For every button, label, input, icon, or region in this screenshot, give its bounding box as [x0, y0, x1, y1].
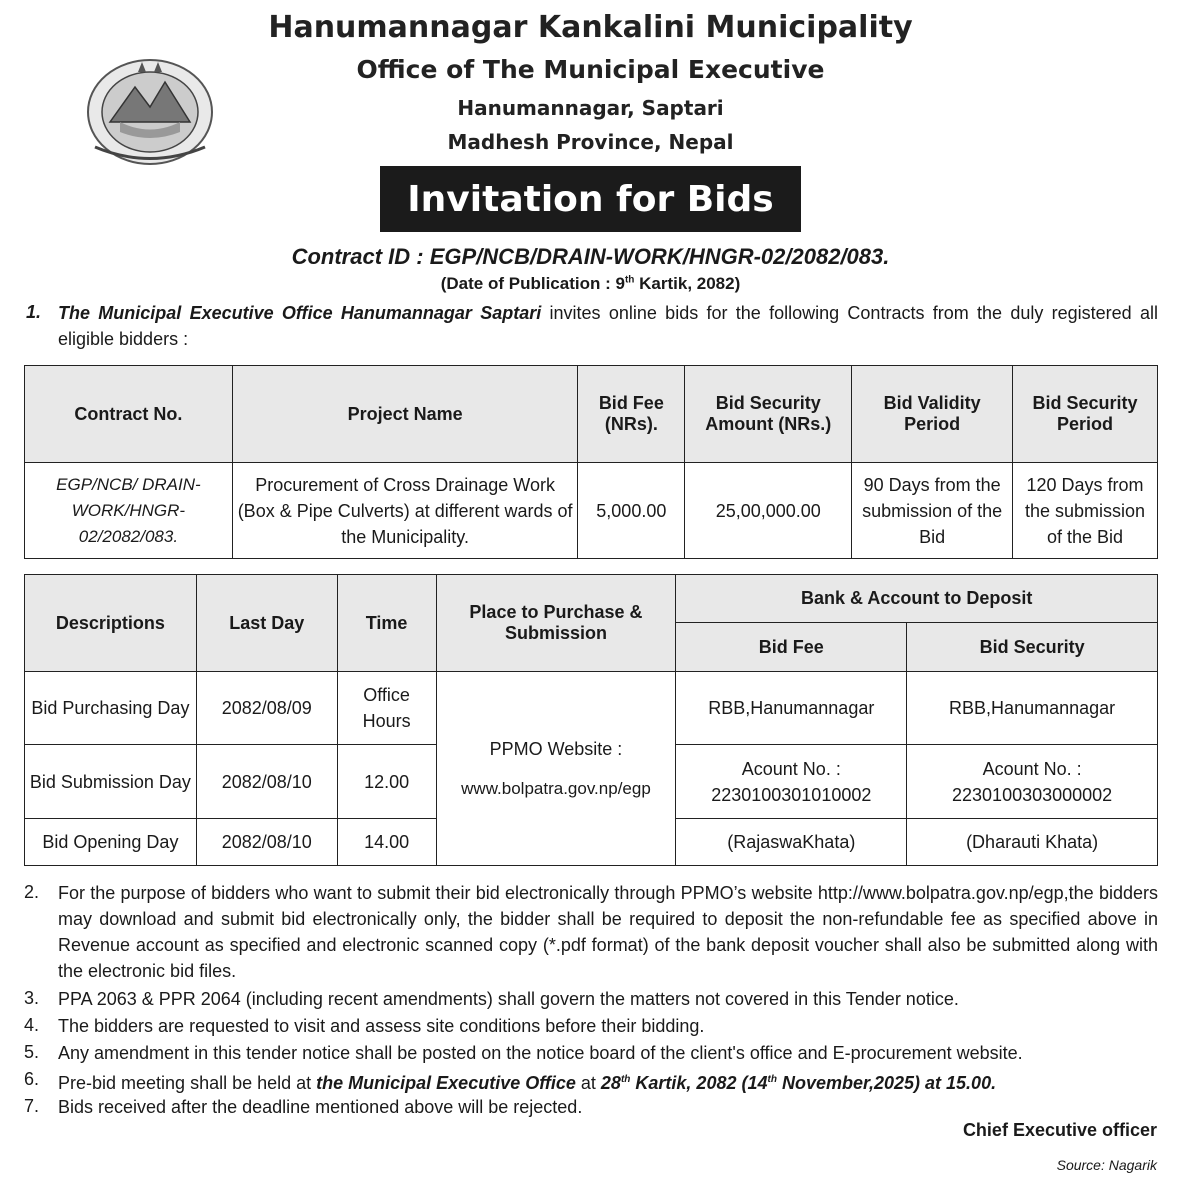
row-time: 14.00	[337, 819, 436, 866]
row-day: 2082/08/10	[196, 819, 337, 866]
contract-id-value: EGP/NCB/DRAIN-WORK/HNGR-02/2082/083.	[429, 244, 890, 269]
row-security-khata: (Dharauti Khata)	[907, 819, 1158, 866]
row-fee-khata: (RajaswaKhata)	[676, 819, 907, 866]
row-day: 2082/08/10	[196, 745, 337, 819]
row-desc: Bid Submission Day	[25, 745, 197, 819]
item-number: 2.	[24, 882, 40, 902]
row-desc: Bid Opening Day	[25, 819, 197, 866]
row-fee-account: Acount No. : 2230100301010002	[676, 745, 907, 819]
row-day: 2082/08/09	[196, 672, 337, 745]
row-security-bank: RBB,Hanumannagar	[907, 672, 1158, 745]
item-5-text: Any amendment in this tender notice shall be posted on the notice board of the client's office and E-procurement website.	[58, 1043, 1023, 1063]
header-contract-no: Contract No.	[25, 366, 233, 463]
item-number: 6.	[24, 1069, 40, 1089]
contract-id-line: Contract ID : EGP/NCB/DRAIN-WORK/HNGR-02/2082/083.	[291, 244, 890, 269]
header-place: Place to Purchase & Submission	[436, 575, 676, 672]
row-security-account: Acount No. : 2230100303000002	[907, 745, 1158, 819]
header-bid-fee: Bid Fee (NRs).	[578, 366, 685, 463]
item-number: 1.	[26, 302, 42, 322]
item-number: 3.	[24, 988, 40, 1008]
cell-bid-validity: 90 Days from the submission of the Bid	[852, 463, 1013, 559]
contract-id-label: Contract ID	[291, 244, 411, 269]
header-bank-account: Bank & Account to Deposit	[676, 575, 1158, 623]
item-6-text: Pre-bid meeting shall be held at the Municipal Executive Office at 28th Kartik, 2082 (14th November,2025) at 15.00.	[58, 1073, 997, 1093]
item-7-text: Bids received after the deadline mentioned above will be rejected.	[58, 1097, 583, 1117]
office-name: Office of The Municipal Executive	[356, 55, 825, 84]
signatory: Chief Executive officer	[962, 1120, 1157, 1140]
municipality-name: Hanumannagar Kankalini Municipality	[268, 10, 913, 45]
schedule-table	[24, 574, 1158, 866]
row-time: Office Hours	[337, 672, 436, 745]
header-bank-bid-fee: Bid Fee	[676, 623, 907, 672]
cell-place: PPMO Website : www.bolpatra.gov.np/egp	[436, 672, 676, 866]
header-descriptions: Descriptions	[25, 575, 197, 672]
address-line-1: Hanumannagar, Saptari	[457, 96, 724, 120]
cell-bid-security-period: 120 Days from the submission of the Bid	[1013, 463, 1158, 559]
row-desc: Bid Purchasing Day	[25, 672, 197, 745]
item-2-text: For the purpose of bidders who want to submit their bid electronically through PPMO’s website http://www.bolpatra.gov.np/egp,the bidders may download and submit bid electronically only, the bidder shall be required to deposit the non-refundable fee as specified above in Revenue account as specified and electronic scanned copy (*.pdf format) of the bank deposit voucher shall also be submitted along with the electronic bid files.	[58, 883, 1158, 981]
header-bank-bid-security: Bid Security	[907, 623, 1158, 672]
header-time: Time	[337, 575, 436, 672]
cell-project-name: Procurement of Cross Drainage Work (Box & Pipe Culverts) at different wards of the Municipality.	[232, 463, 578, 559]
item-4-text: The bidders are requested to visit and assess site conditions before their bidding.	[58, 1016, 705, 1036]
header-bid-validity: Bid Validity Period	[852, 366, 1013, 463]
website-url: www.bolpatra.gov.np/egp	[461, 778, 651, 798]
cell-bid-fee: 5,000.00	[578, 463, 685, 559]
item-number: 4.	[24, 1015, 40, 1035]
header-last-day: Last Day	[196, 575, 337, 672]
item-1-text: The Municipal Executive Office Hanumannagar Saptari invites online bids for the following Contracts from the duly registered all eligible bidders :	[58, 303, 1158, 349]
source-credit: Source: Nagarik	[1056, 1157, 1157, 1173]
row-fee-bank: RBB,Hanumannagar	[676, 672, 907, 745]
row-time: 12.00	[337, 745, 436, 819]
publication-date: (Date of Publication : 9th Kartik, 2082)	[440, 274, 741, 293]
notice-title: Invitation for Bids	[380, 166, 801, 232]
header-project-name: Project Name	[232, 366, 578, 463]
item-number: 7.	[24, 1096, 40, 1116]
contract-table	[24, 365, 1158, 559]
item-number: 5.	[24, 1042, 40, 1062]
cell-bid-security-amount: 25,00,000.00	[685, 463, 852, 559]
header-bid-security-amount: Bid Security Amount (NRs.)	[685, 366, 852, 463]
address-line-2: Madhesh Province, Nepal	[447, 130, 734, 154]
cell-contract-no: EGP/NCB/ DRAIN-WORK/HNGR- 02/2082/083.	[25, 463, 233, 559]
item-3-text: PPA 2063 & PPR 2064 (including recent amendments) shall govern the matters not covered in this Tender notice.	[58, 989, 959, 1009]
header-bid-security-period: Bid Security Period	[1013, 366, 1158, 463]
publication-label: Date of Publication :	[446, 274, 611, 293]
